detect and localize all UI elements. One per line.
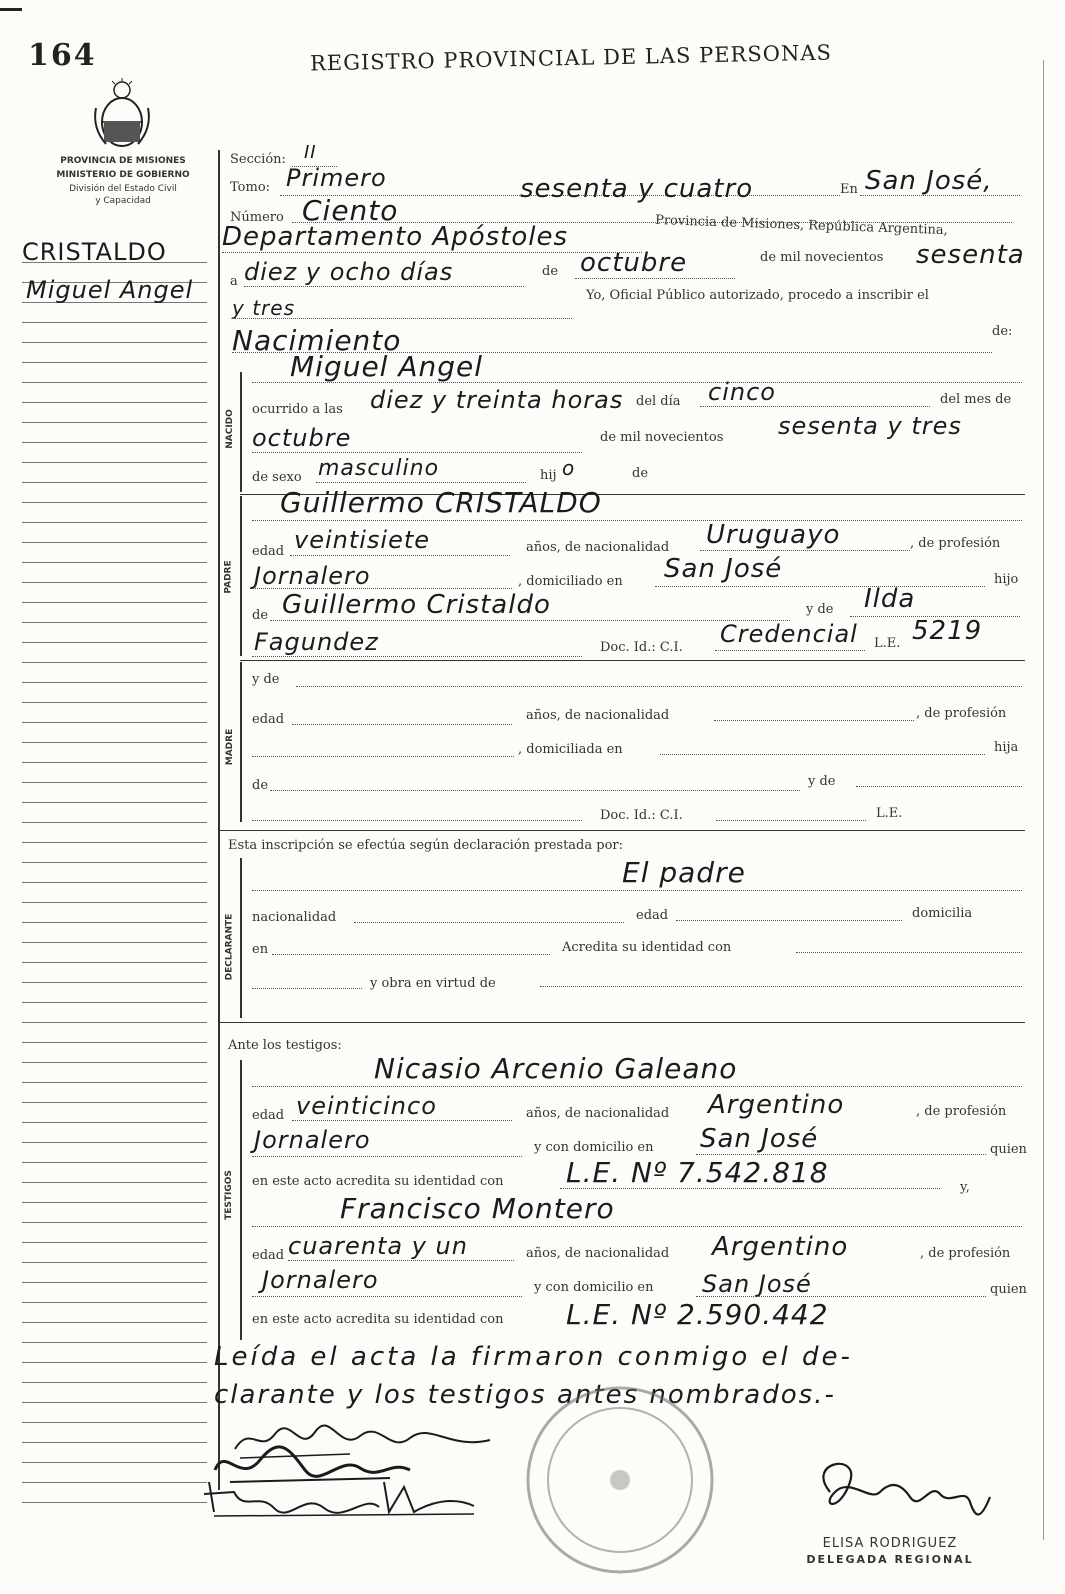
seccion-value: II (304, 142, 317, 163)
madre-yde-label-2: y de (808, 774, 836, 789)
t1-quien-label: quien (990, 1142, 1027, 1157)
de-label-date: de (542, 264, 559, 279)
margin-ledger-line (22, 342, 207, 343)
right-edge-rule (1043, 60, 1044, 1540)
margin-ledger-line (22, 522, 207, 523)
margin-ledger-line (22, 1442, 207, 1443)
margin-ledger-line (22, 1222, 207, 1223)
officer-block (800, 1536, 980, 1566)
padre-dom-label: , domiciliado en (518, 574, 623, 589)
padre-nac-label: años, de nacionalidad (526, 540, 670, 555)
margin-ledger-line (22, 902, 207, 903)
t2-prof-label: , de profesión (920, 1246, 1011, 1261)
en-label: En (840, 182, 858, 197)
de-label-acto: de: (992, 324, 1013, 339)
margin-ledger-line (22, 922, 207, 923)
padre-doc-label: Doc. Id.: C.I. (600, 640, 683, 655)
testigos-intro: Ante los testigos: (228, 1038, 342, 1053)
madre-prof-label: , de profesión (916, 706, 1007, 721)
declarante-obra-label: y obra en virtud de (370, 976, 496, 991)
padre-ci-value: Credencial (720, 620, 858, 648)
margin-ledger-line (22, 1282, 207, 1283)
t1-nac-label: años, de nacionalidad (526, 1106, 670, 1121)
dia-label: del día (636, 394, 681, 409)
padre-dom-value: San José (664, 554, 783, 584)
nacido-de-label: de (632, 466, 649, 481)
ministry-block (28, 156, 218, 206)
t1-name: Nicasio Arcenio Galeano (374, 1052, 738, 1085)
madre-dom-label: , domiciliada en (518, 742, 623, 757)
margin-ledger-line (22, 1042, 207, 1043)
padre-name: Guillermo CRISTALDO (280, 486, 602, 519)
declarante-en-label: en (252, 942, 269, 957)
nacido-anio-value: sesenta y tres (778, 412, 962, 440)
margin-ledger-line (22, 762, 207, 763)
tomo-value: Primero (286, 164, 387, 192)
t1-y-label: y, (960, 1180, 970, 1195)
margin-ledger-line (22, 682, 207, 683)
numero-value: Ciento (302, 194, 399, 227)
madre-nac-label: años, de nacionalidad (526, 708, 670, 723)
official-stamp-icon (520, 1380, 720, 1584)
margin-ledger-line (22, 982, 207, 983)
corner-mark (0, 8, 22, 11)
tomo-continuation: sesenta y cuatro (520, 174, 754, 204)
madre-le-label: L.E. (876, 806, 903, 821)
t1-edad: veinticinco (296, 1092, 437, 1120)
madre-rule (240, 662, 242, 822)
padre-edad-label: edad (252, 544, 285, 559)
nacido-mil-label: de mil novecientos (600, 430, 724, 445)
margin-ledger-line (22, 1062, 207, 1063)
margin-ledger-line (22, 362, 207, 363)
t2-dom-label: y con domicilio en (534, 1280, 654, 1295)
nacido-mes-value: octubre (252, 424, 352, 452)
sexo-label: de sexo (252, 470, 302, 485)
declarante-side-label: DECLARANTE (224, 913, 235, 981)
t1-prof-label: , de profesión (916, 1104, 1007, 1119)
padre-edad-value: veintisiete (294, 526, 431, 554)
t2-doc: L.E. Nº 2.590.442 (566, 1298, 829, 1331)
closing-line-2: clarante y los testigos antes nombrados.- (214, 1380, 836, 1410)
officer-title: DELEGADA REGIONAL (806, 1553, 974, 1566)
madre-de-label: de (252, 778, 269, 793)
acto-value: Nacimiento (232, 324, 402, 357)
margin-ledger-line (22, 462, 207, 463)
margin-ledger-line (22, 942, 207, 943)
margin-ledger-line (22, 862, 207, 863)
padre-le-value: 5219 (912, 616, 983, 646)
margin-surname: CRISTALDO (22, 238, 167, 266)
margin-ledger-line (22, 662, 207, 663)
t2-quien-label: quien (990, 1282, 1027, 1297)
madre-separator (218, 830, 1025, 831)
t2-nac-label: años, de nacionalidad (526, 1246, 670, 1261)
margin-ledger-line (22, 1342, 207, 1343)
margin-ledger-line (22, 842, 207, 843)
t1-nac: Argentino (708, 1090, 845, 1120)
margin-ledger-line (22, 402, 207, 403)
anio-value-2: y tres (232, 296, 295, 320)
margin-ledger-line (22, 502, 207, 503)
ministry-line-4: y Capacidad (95, 196, 151, 206)
t2-name: Francisco Montero (340, 1192, 615, 1225)
margin-ledger-line (22, 1242, 207, 1243)
margin-name: Miguel Angel (26, 276, 194, 304)
t2-acredita-label: en este acto acredita su identidad con (252, 1312, 504, 1327)
mes-value: octubre (580, 248, 688, 278)
t2-edad: cuarenta y un (288, 1232, 468, 1260)
margin-ledger-line (22, 1302, 207, 1303)
margin-ledger-line (22, 1142, 207, 1143)
madre-yde-label: y de (252, 672, 280, 687)
page-number: 164 (28, 38, 97, 73)
margin-ledger-line (22, 722, 207, 723)
margin-ledger-line (22, 382, 207, 383)
madre-hija-label: hija (994, 740, 1019, 755)
dias-value: diez y ocho días (244, 258, 454, 286)
t2-dom: San José (702, 1270, 812, 1298)
margin-ledger-line (22, 1422, 207, 1423)
t1-dom: San José (700, 1124, 819, 1154)
margin-ledger-line (22, 702, 207, 703)
padre-hijo-label: hijo (994, 572, 1019, 587)
padre-prof-label: , de profesión (910, 536, 1001, 551)
mes-label: del mes de (940, 392, 1012, 407)
margin-ledger-line (22, 1262, 207, 1263)
margin-ledger-line (22, 582, 207, 583)
declarante-intro: Esta inscripción se efectúa según declaración prestada por: (228, 838, 623, 853)
madre-doc-label: Doc. Id.: C.I. (600, 808, 683, 823)
padre-nac-value: Uruguayo (706, 520, 841, 550)
padre-father-value: Guillermo Cristaldo (282, 590, 551, 620)
margin-ledger-line (22, 1022, 207, 1023)
closing-line-1: Leída el acta la firmaron conmigo el de- (214, 1342, 853, 1372)
declarante-dom-label: domicilia (912, 906, 973, 921)
seccion-label: Sección: (230, 152, 286, 167)
en-value: San José, (865, 166, 993, 196)
anio-value: sesenta (916, 240, 1025, 270)
margin-ledger-line (22, 1122, 207, 1123)
ministry-line-3: División del Estado Civil (69, 184, 177, 194)
testigos-rule (240, 1060, 242, 1340)
padre-side-label: PADRE (223, 560, 234, 594)
declarante-separator (218, 1022, 1025, 1023)
padre-de-label: de (252, 608, 269, 623)
margin-ledger-line (22, 602, 207, 603)
t1-prof: Jornalero (254, 1126, 371, 1154)
margin-ledger-line (22, 542, 207, 543)
padre-yde-label: y de (806, 602, 834, 617)
margin-ledger-line (22, 822, 207, 823)
margin-ledger-line (22, 962, 207, 963)
margin-ledger-line (22, 1182, 207, 1183)
margin-ledger-line (22, 802, 207, 803)
margin-ledger-line (22, 1102, 207, 1103)
signature-testigo-2 (204, 1472, 484, 1526)
madre-edad-label: edad (252, 712, 285, 727)
hijo-suffix: o (562, 456, 576, 480)
testigos-side-label: TESTIGOS (223, 1170, 234, 1220)
t2-nac: Argentino (712, 1232, 849, 1262)
main-vertical-rule (218, 150, 220, 1490)
declarante-acredita-label: Acredita su identidad con (562, 940, 732, 955)
margin-ledger-line (22, 1362, 207, 1363)
margin-ledger-line (22, 1082, 207, 1083)
margin-ledger-line (22, 482, 207, 483)
margin-ledger-line (22, 742, 207, 743)
t1-doc: L.E. Nº 7.542.818 (566, 1156, 829, 1189)
padre-mother-value-2: Fagundez (254, 628, 379, 656)
ministry-line-2: MINISTERIO DE GOBIERNO (56, 170, 190, 180)
margin-ledger-line (22, 1002, 207, 1003)
margin-ledger-line (22, 622, 207, 623)
tomo-label: Tomo: (230, 180, 271, 195)
officer-name: ELISA RODRIGUEZ (822, 1536, 958, 1551)
margin-ledger-line (22, 1482, 207, 1483)
margin-ledger-line (22, 782, 207, 783)
madre-side-label: MADRE (225, 728, 236, 766)
padre-le-label: L.E. (874, 636, 901, 651)
t2-prof: Jornalero (262, 1266, 379, 1294)
nacido-rule (240, 372, 242, 492)
declarante-value: El padre (622, 856, 746, 889)
hora-value: diez y treinta horas (370, 386, 624, 414)
margin-ledger-line (22, 1382, 207, 1383)
provincia-text: Provincia de Misiones, República Argentina, (654, 212, 949, 239)
margin-ledger-line (22, 1502, 207, 1503)
margin-ledger-line (22, 322, 207, 323)
ministry-line-1: PROVINCIA DE MISIONES (60, 156, 186, 166)
numero-label: Número (230, 210, 284, 225)
margin-ledger-line (22, 1162, 207, 1163)
nacido-name: Miguel Angel (290, 350, 484, 383)
a-label: a (230, 274, 238, 289)
padre-separator (240, 660, 1025, 661)
declarante-rule (240, 858, 242, 1018)
nacido-side-label: NACIDO (224, 409, 235, 449)
oficial-text: Yo, Oficial Público autorizado, procedo a inscribir el (586, 288, 929, 303)
ocurrido-label: ocurrido a las (252, 402, 343, 417)
margin-ledger-line (22, 1322, 207, 1323)
hijo-label: hij (540, 468, 557, 483)
sexo-value: masculino (318, 456, 440, 481)
padre-mother-value: Ilda (864, 584, 916, 614)
margin-ledger-line (22, 442, 207, 443)
t1-dom-label: y con domicilio en (534, 1140, 654, 1155)
margin-ledger-line (22, 1402, 207, 1403)
declarante-edad-label: edad (636, 908, 669, 923)
margin-ledger-line (22, 562, 207, 563)
margin-ledger-line (22, 1462, 207, 1463)
padre-prof-value: Jornalero (254, 562, 371, 590)
padre-rule (240, 496, 242, 656)
margin-ledger-line (22, 642, 207, 643)
document-title: REGISTRO PROVINCIAL DE LAS PERSONAS (309, 40, 833, 76)
signature-officer (800, 1452, 1000, 1536)
dia-value: cinco (708, 378, 776, 406)
declarante-nac-label: nacionalidad (252, 910, 337, 925)
departamento-value: Departamento Apóstoles (222, 222, 569, 252)
mil-label: de mil novecientos (760, 250, 884, 265)
margin-ledger-line (22, 1202, 207, 1203)
t2-edad-label: edad (252, 1248, 285, 1263)
margin-ledger-line (22, 882, 207, 883)
t1-edad-label: edad (252, 1108, 285, 1123)
coat-of-arms-icon (90, 78, 154, 154)
margin-ledger-line (22, 422, 207, 423)
t1-acredita-label: en este acto acredita su identidad con (252, 1174, 504, 1189)
